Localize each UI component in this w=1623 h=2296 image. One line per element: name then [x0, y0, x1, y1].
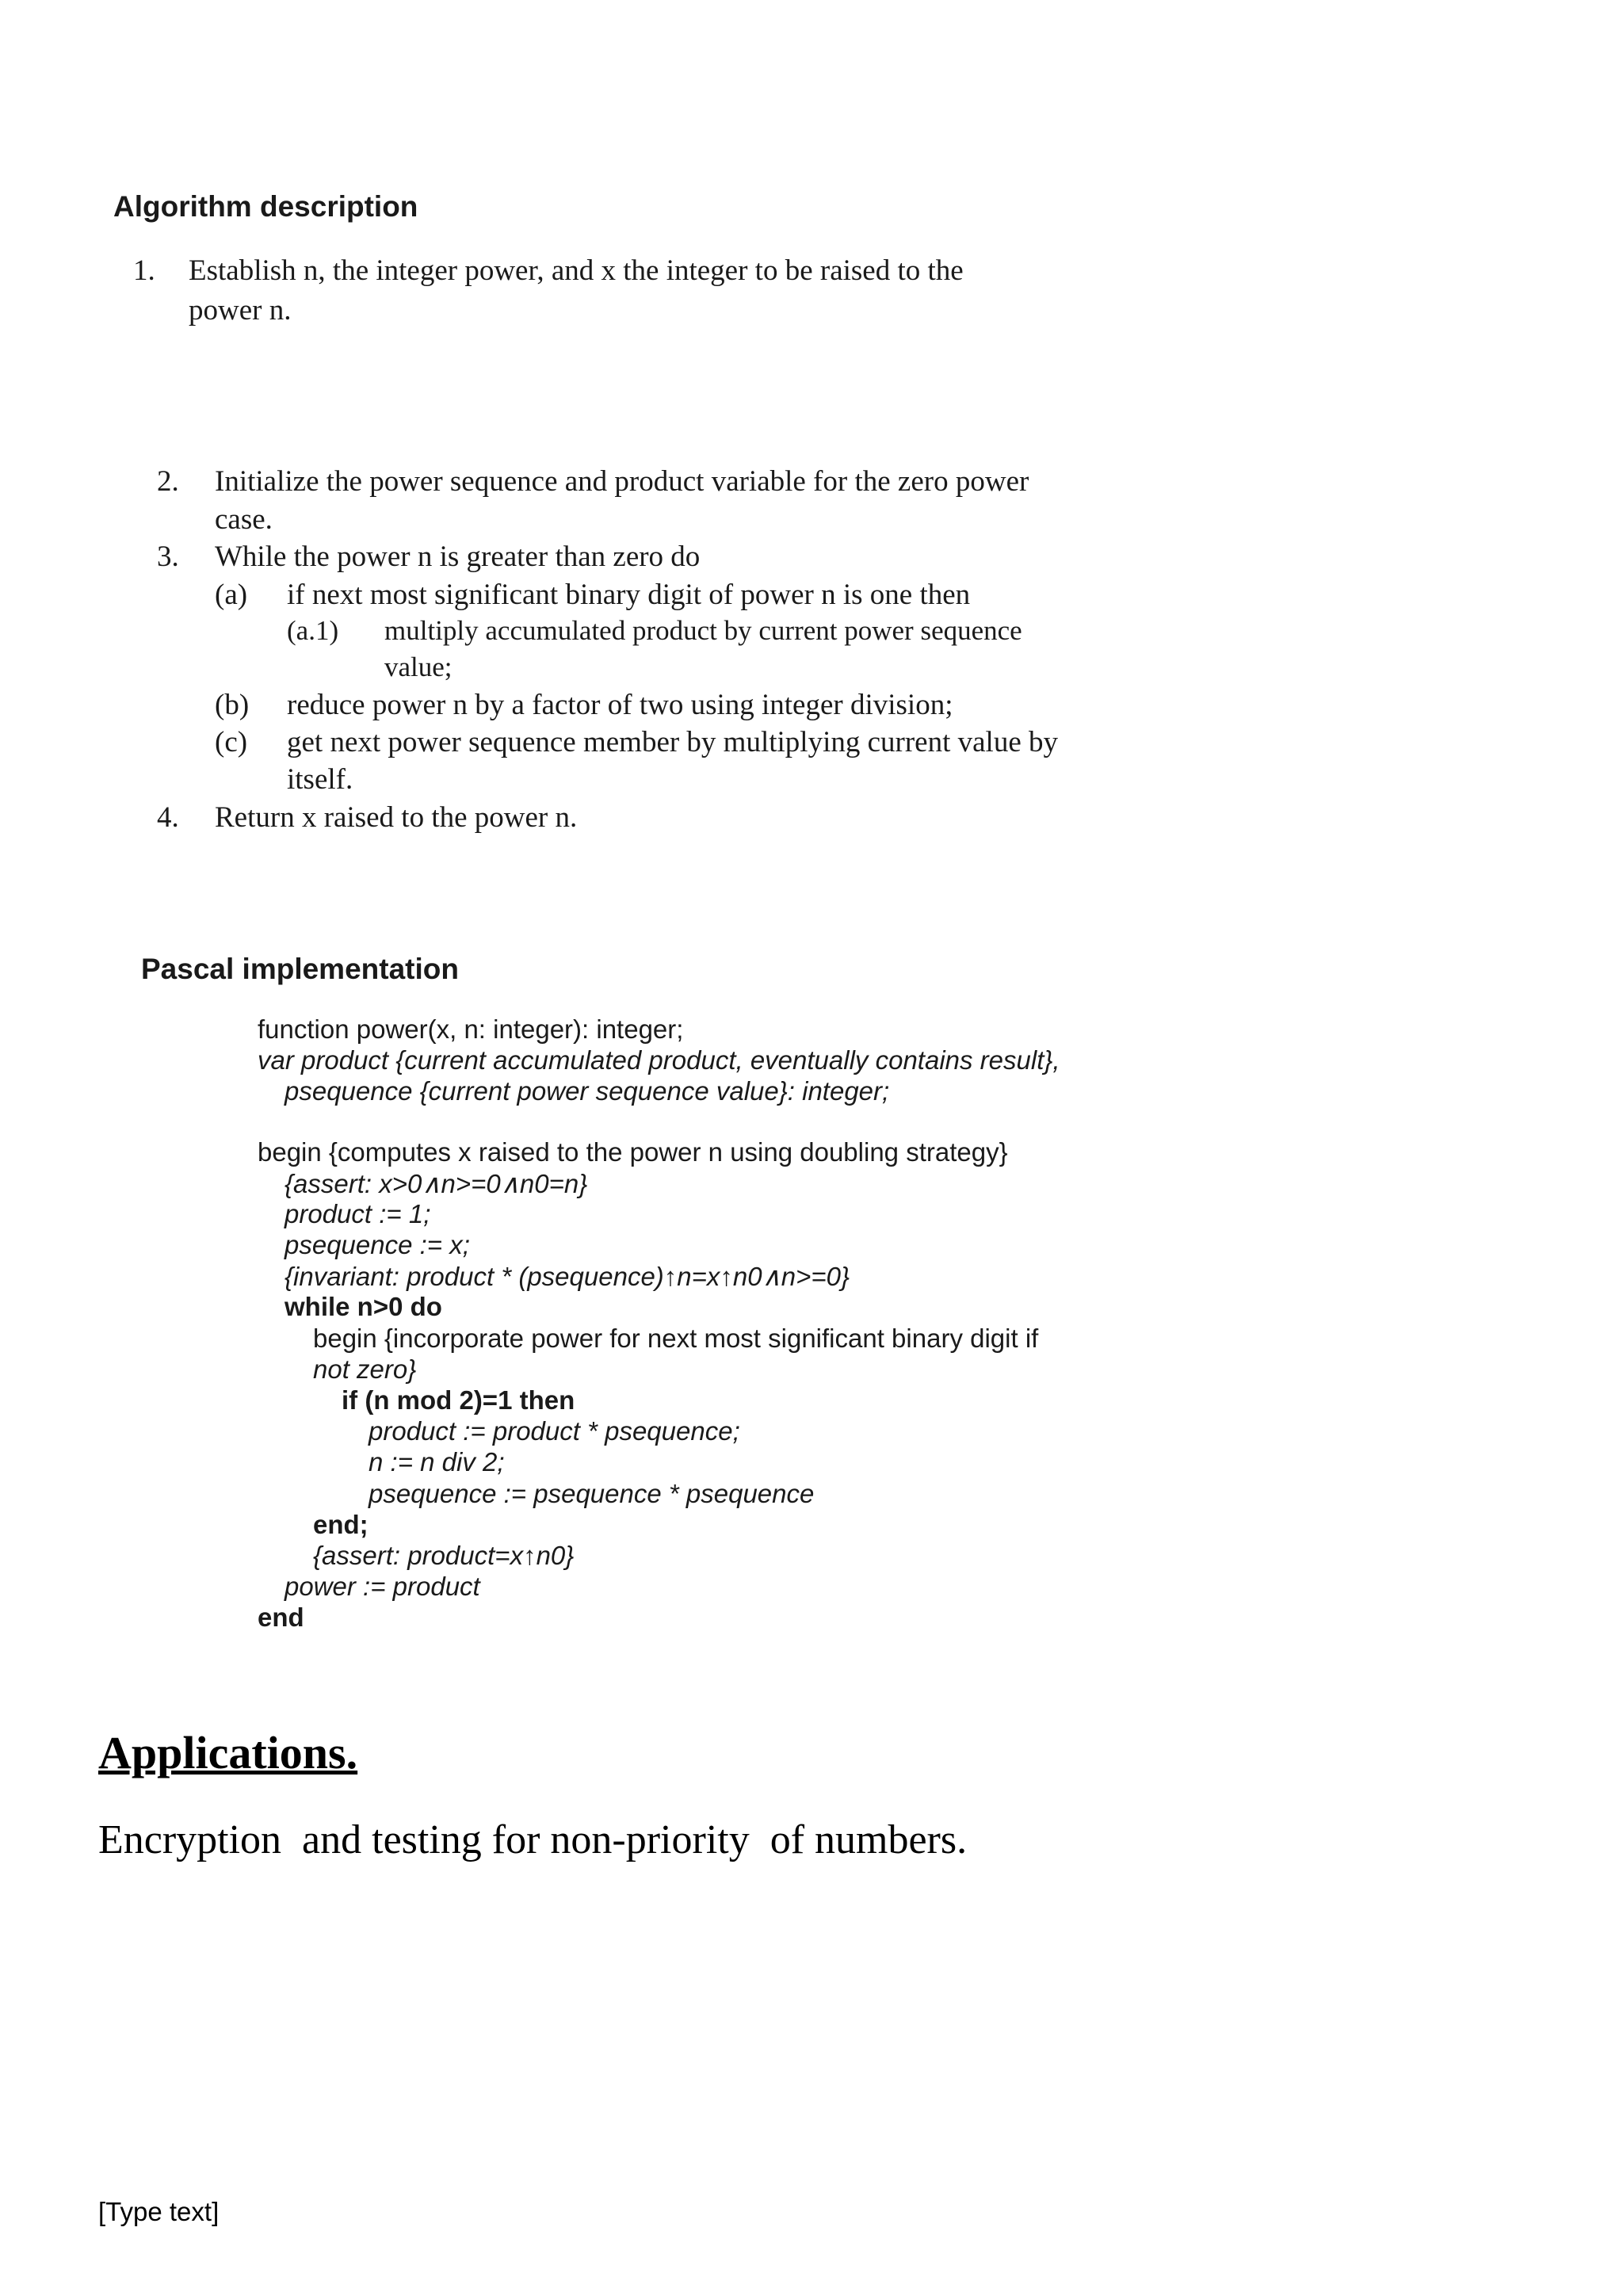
step-line: Establish n, the integer power, and x the integer to be raised to the — [189, 254, 964, 287]
code-line: n := n div 2; — [369, 1447, 505, 1477]
code-line: begin {incorporate power for next most significant binary digit if — [313, 1324, 1039, 1353]
footer-text[interactable]: [Type text] — [98, 2197, 220, 2226]
applications-text: Encryption and testing for non-priority of numbers. — [98, 1817, 968, 1862]
code-line: not zero} — [313, 1354, 417, 1384]
code-line: power := product — [285, 1572, 480, 1601]
code-line: {assert: product=x↑n0} — [313, 1541, 575, 1570]
code-line: psequence {current power sequence value}: integer; — [285, 1076, 890, 1106]
code-line: if (n mod 2)=1 then — [342, 1385, 575, 1415]
code-line: end; — [313, 1510, 369, 1539]
step-number: 4. — [157, 801, 179, 834]
code-line: while n>0 do — [285, 1292, 442, 1321]
step-number: 2. — [157, 465, 179, 498]
step-line: value; — [384, 651, 453, 682]
step-number: (a) — [215, 579, 248, 611]
code-line: function power(x, n: integer): integer; — [258, 1014, 684, 1044]
step-line: itself. — [287, 763, 353, 796]
step-number: (c) — [215, 726, 248, 758]
step-number: 1. — [133, 254, 155, 287]
step-line: While the power n is greater than zero do — [215, 541, 701, 573]
pascal-heading: Pascal implementation — [141, 953, 459, 985]
code-line: psequence := psequence * psequence — [369, 1479, 815, 1508]
code-line: {assert: x>0∧n>=0∧n0=n} — [285, 1169, 588, 1198]
step-number: (b) — [215, 689, 250, 721]
step-line: case. — [215, 503, 273, 536]
step-line: power n. — [189, 294, 292, 327]
code-line: psequence := x; — [285, 1230, 470, 1259]
algorithm-heading: Algorithm description — [113, 190, 418, 223]
code-line: product := 1; — [285, 1199, 431, 1228]
code-line: begin {computes x raised to the power n using doubling strategy} — [258, 1137, 1008, 1167]
code-line: end — [258, 1603, 304, 1632]
code-line: var product {current accumulated product, eventually contains result}, — [258, 1045, 1060, 1075]
code-line: {invariant: product * (psequence)↑n=x↑n0∧n>=0} — [285, 1262, 850, 1291]
code-line: product := product * psequence; — [369, 1416, 740, 1446]
step-number: 3. — [157, 541, 179, 573]
step-line: reduce power n by a factor of two using integer division; — [287, 689, 953, 721]
applications-heading: Applications. — [98, 1727, 358, 1778]
step-line: Return x raised to the power n. — [215, 801, 578, 834]
step-line: if next most significant binary digit of power n is one then — [287, 579, 971, 611]
step-line: multiply accumulated product by current power sequence — [384, 615, 1022, 646]
step-line: get next power sequence member by multiplying current value by — [287, 726, 1059, 758]
step-line: Initialize the power sequence and product variable for the zero power — [215, 465, 1029, 498]
step-number: (a.1) — [287, 615, 339, 646]
